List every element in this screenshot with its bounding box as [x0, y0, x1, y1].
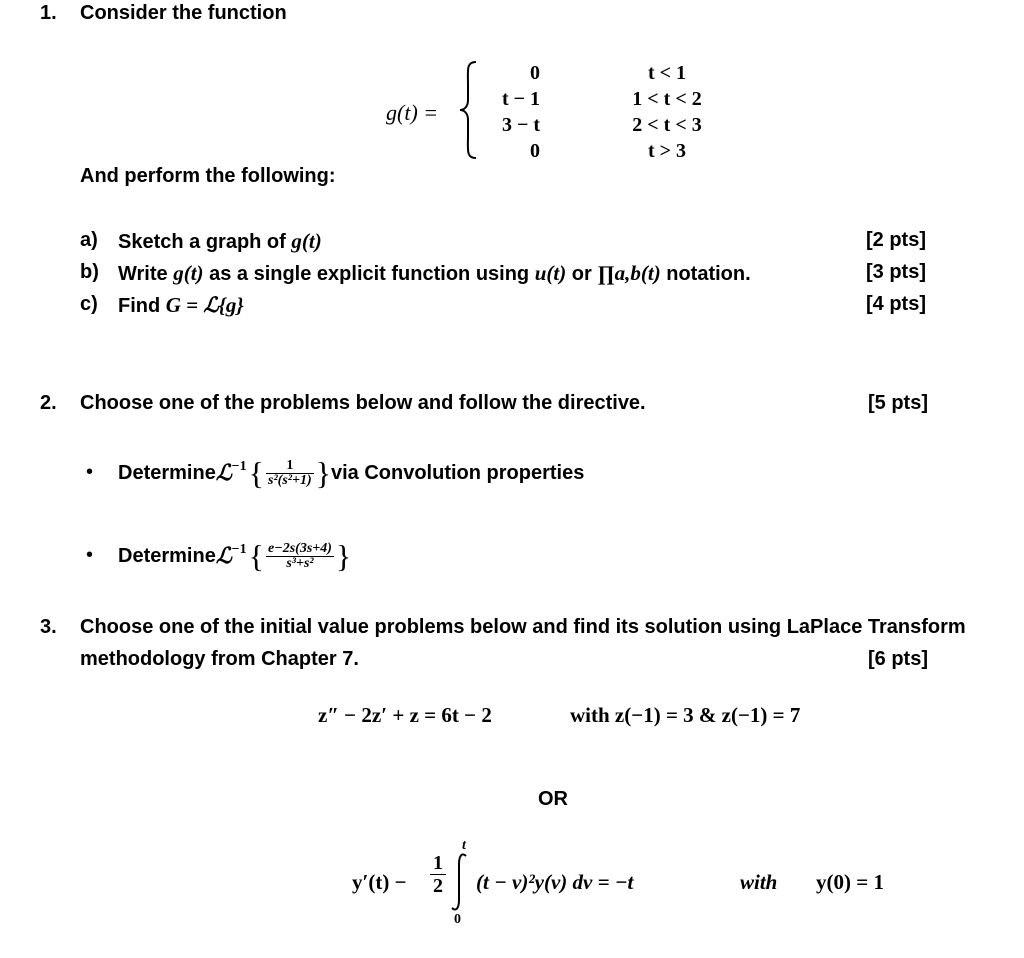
case-cond-1: t < 1: [647, 62, 687, 84]
q2-number: 2.: [40, 392, 57, 414]
part-b-text: Write g(t) as a single explicit function using u(t) or ∏a,b(t) notation.: [118, 261, 751, 285]
q1-intro: Consider the function: [80, 2, 287, 24]
part-b-points: [3 pts]: [866, 261, 926, 283]
part-a-label: a): [80, 229, 98, 251]
q1-number: 1.: [40, 2, 57, 24]
part-a-text: Sketch a graph of g(t): [118, 229, 322, 253]
q3-eq2-initial-condition: y(0) = 1: [816, 870, 884, 894]
q3-equation-1-conditions: with z(−1) = 3 & z(−1) = 7: [570, 703, 801, 727]
integral-sign-icon: [448, 852, 472, 912]
case-cond-2: 1 < t < 2: [632, 88, 702, 110]
case-expr-3: 3 − t: [501, 114, 540, 136]
q2-item-2: Determine ℒ $^{-1}$ { $\frac{e-2s(3s+4)}{\text{s³+s²}}$ }: [118, 537, 352, 574]
q3-eq2-half: 1 2: [430, 852, 446, 897]
bullet-1: •: [86, 461, 94, 483]
bullet-2: •: [86, 544, 94, 566]
part-c-points: [4 pts]: [866, 293, 926, 315]
piecewise-expressions: [476, 60, 540, 164]
q3-equation-1: z″ − 2z′ + z = 6t − 2: [318, 703, 492, 727]
item1-fraction: $\frac{1}{\text{s²(s²+1)}}$: [268, 457, 312, 488]
q3-eq2-lhs: y′(t) −: [352, 870, 407, 894]
case-expr-2: t − 1: [501, 88, 540, 110]
q1-func-lhs: g(t) =: [386, 100, 439, 125]
piecewise-conditions: [612, 60, 722, 164]
q3-eq2-integrand: (t − v)²y(v) dv = −t: [476, 870, 634, 894]
q2-points: [5 pts]: [868, 392, 928, 414]
q3-line-2: methodology from Chapter 7.: [80, 648, 359, 670]
integral-lower-limit: 0: [454, 912, 461, 927]
case-expr-4: 0: [530, 140, 540, 162]
q3-line-1: Choose one of the initial value problems below and find its solution using LaPlace Transform: [80, 616, 966, 638]
q3-eq2-with: with: [740, 870, 778, 894]
q2-text: Choose one of the problems below and follow the directive.: [80, 392, 646, 414]
item2-fraction: $\frac{e-2s(3s+4)}{\text{s³+s²}}$: [268, 540, 332, 571]
part-c-label: c): [80, 293, 98, 315]
q3-number: 3.: [40, 616, 57, 638]
case-expr-1: 0: [530, 62, 540, 84]
part-c-text: Find G = ℒ{g}: [118, 293, 244, 317]
part-a-points: [2 pts]: [866, 229, 926, 251]
integral-upper-limit: t: [462, 838, 466, 853]
case-cond-3: 2 < t < 3: [632, 114, 702, 136]
q1-perform: And perform the following:: [80, 165, 336, 187]
or-divider: OR: [538, 788, 568, 810]
q2-item-1: Determine ℒ $^{-1}$ { $\frac{1}{\text{s²(s²+1)}}$ } via Convolution properties: [118, 454, 585, 491]
part-b-label: b): [80, 261, 99, 283]
case-cond-4: t > 3: [647, 140, 687, 162]
q3-points: [6 pts]: [868, 648, 928, 670]
